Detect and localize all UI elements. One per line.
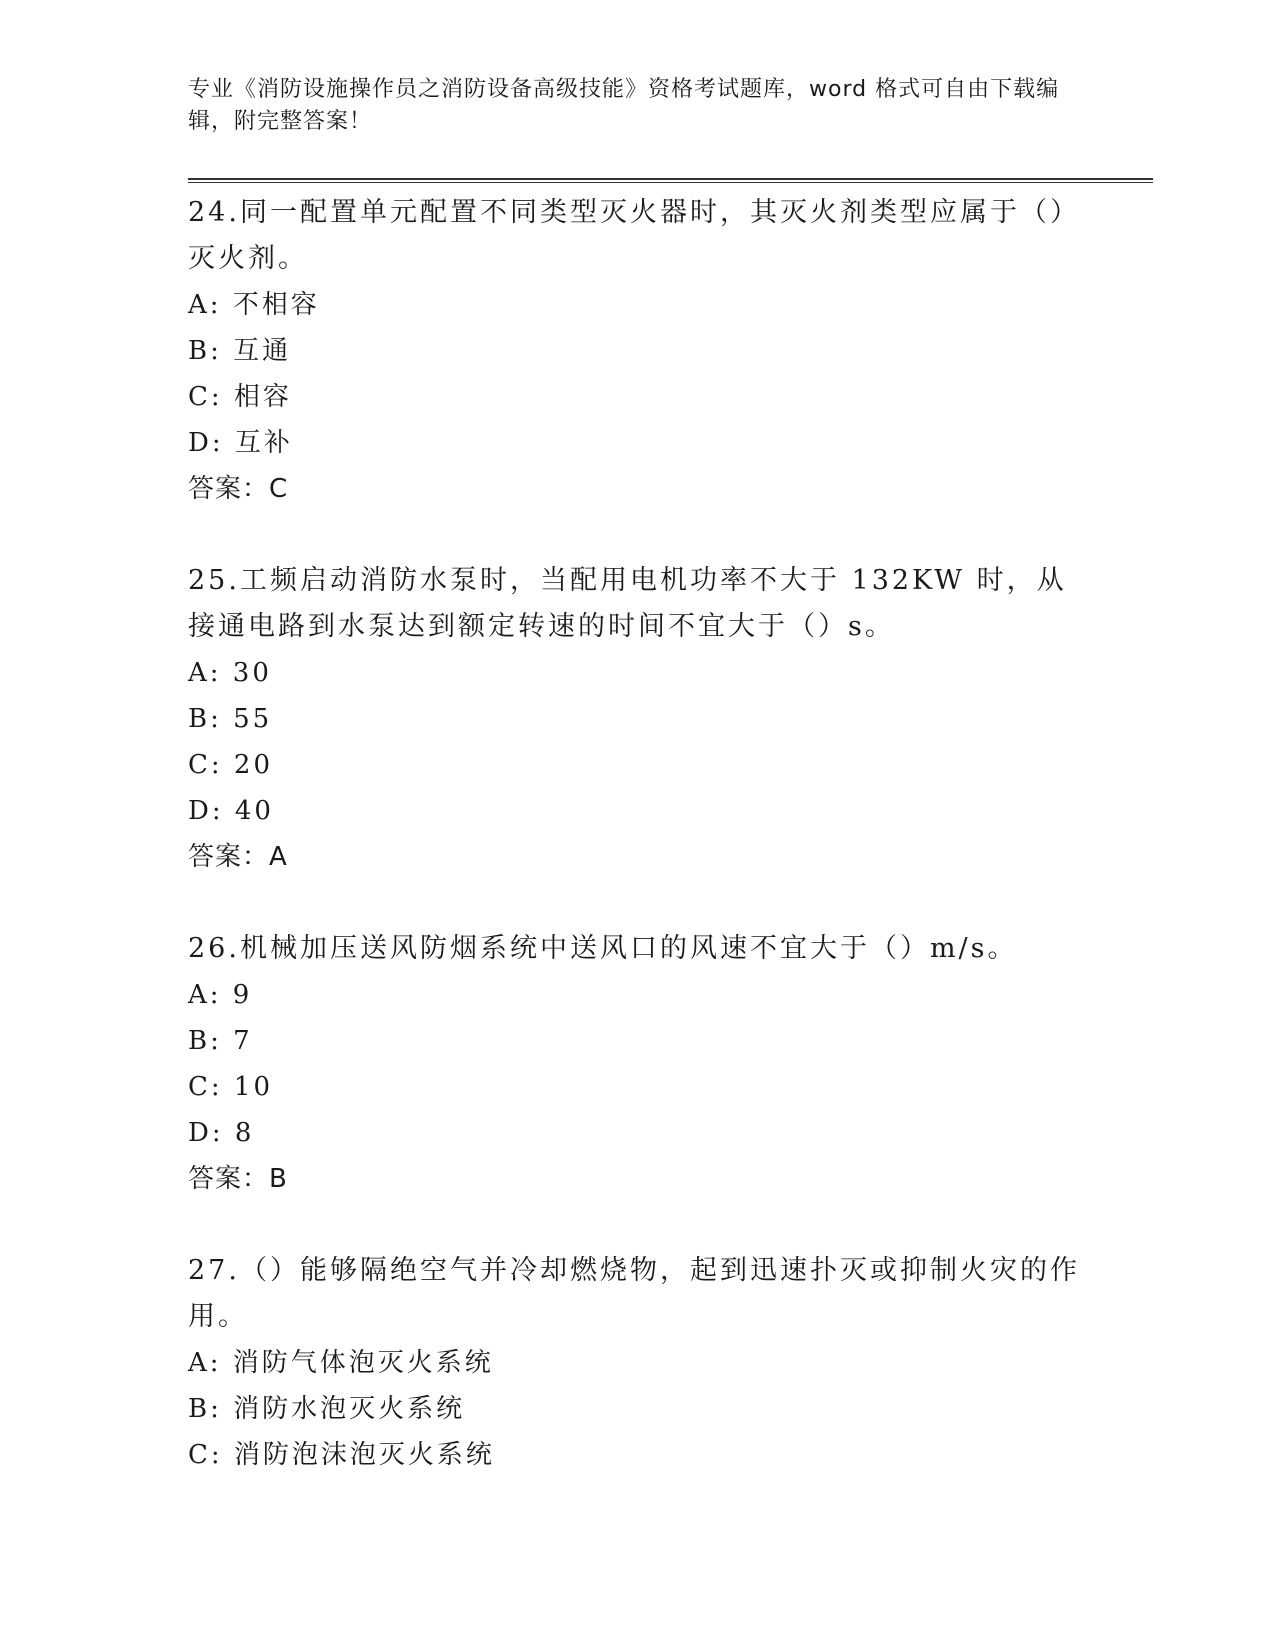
- answer-line: 答案：C: [188, 474, 289, 504]
- answer-line: 答案：A: [188, 842, 288, 872]
- option-d: D: 8: [188, 1118, 255, 1148]
- option-a: A: 不相容: [188, 290, 320, 320]
- question-stem: 24.同一配置单元配置不同类型灭火器时，其灭火剂类型应属于（）灭火剂。: [188, 197, 1080, 274]
- option-b: B: 7: [188, 1026, 253, 1056]
- option-c: C: 20: [188, 750, 274, 780]
- header-divider-thin: [188, 182, 1153, 183]
- option-d: D: 互补: [188, 428, 293, 458]
- answer-line: 答案：B: [188, 1164, 288, 1194]
- question-stem: 25.工频启动消防水泵时，当配用电机功率不大于 132KW 时，从接通电路到水泵达到额定转速的时间不宜大于（）s。: [188, 565, 1067, 642]
- question-25: [188, 558, 1088, 880]
- question-24: [188, 190, 1088, 512]
- option-a: A: 消防气体泡灭火系统: [188, 1348, 494, 1378]
- option-a: A: 30: [188, 658, 272, 688]
- question-list: [188, 190, 1088, 1478]
- header-divider-thick: [188, 178, 1153, 180]
- option-b: B: 互通: [188, 336, 292, 366]
- option-a: A: 9: [188, 980, 253, 1010]
- question-27: [188, 1248, 1088, 1478]
- question-stem: 27.（）能够隔绝空气并冷却燃烧物，起到迅速扑灭或抑制火灾的作用。: [188, 1255, 1080, 1332]
- option-d: D: 40: [188, 796, 274, 826]
- option-c: C: 相容: [188, 382, 292, 412]
- option-c: C: 10: [188, 1072, 274, 1102]
- document-header: 专业《消防设施操作员之消防设备高级技能》资格考试题库，word 格式可自由下载编辑，附完整答案！: [188, 77, 1060, 134]
- option-c: C: 消防泡沫泡灭火系统: [188, 1440, 495, 1470]
- question-26: [188, 926, 1088, 1202]
- option-b: B: 55: [188, 704, 273, 734]
- option-b: B: 消防水泡灭火系统: [188, 1394, 466, 1424]
- question-stem: 26.机械加压送风防烟系统中送风口的风速不宜大于（）m/s。: [188, 933, 1018, 964]
